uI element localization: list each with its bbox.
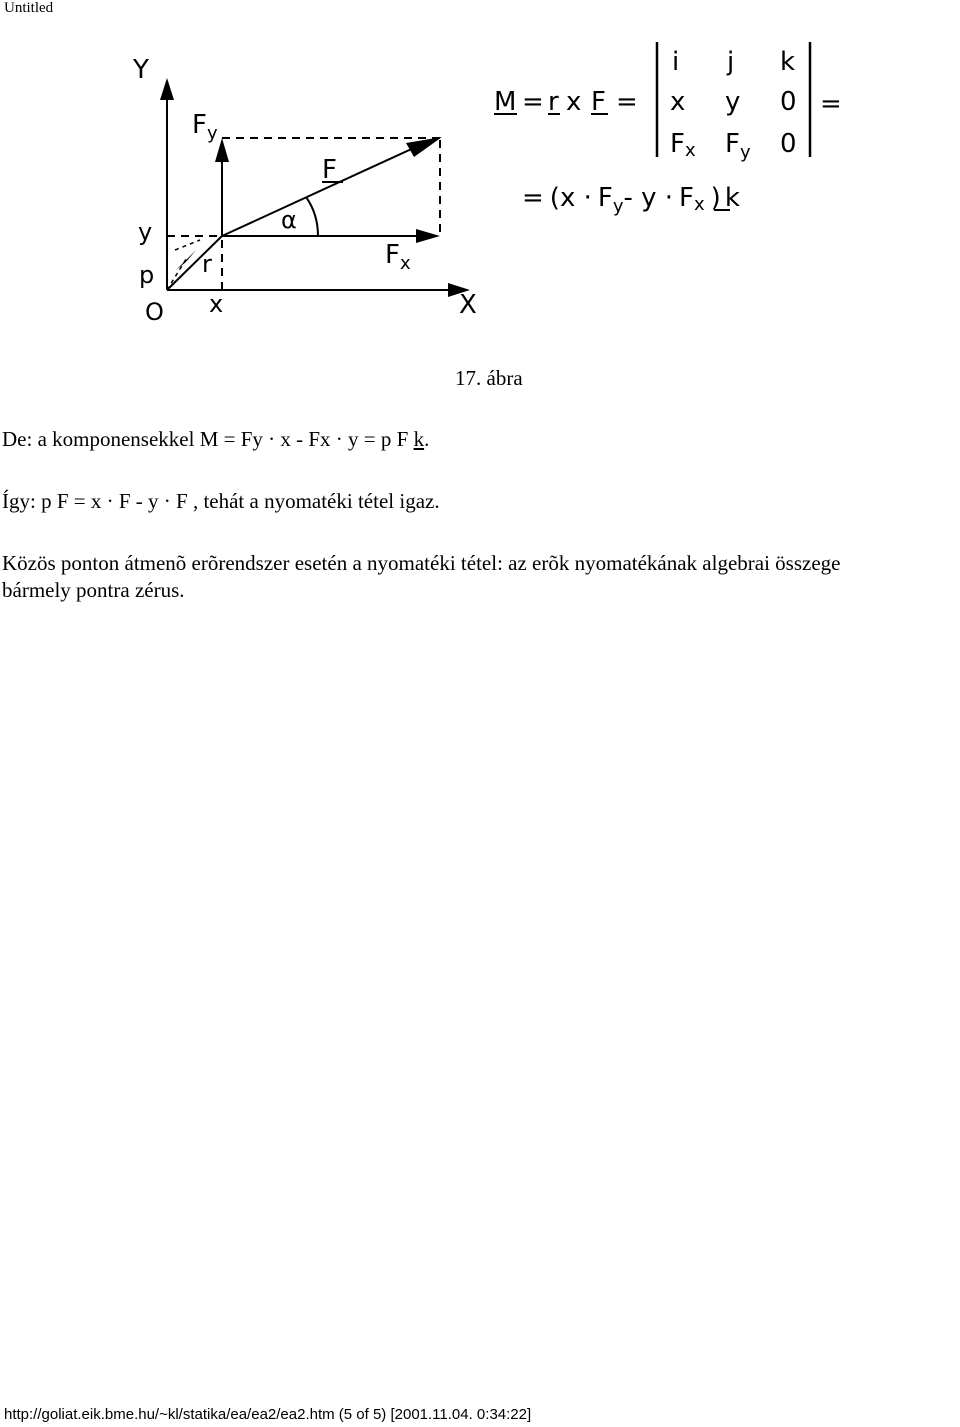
eq-line2: = ($x \cdot F_y-$ y · Fx ) k	[522, 183, 740, 217]
matrix-r1-c1: i	[672, 47, 680, 77]
fy-label: $F_y$	[192, 110, 218, 144]
fx-vector-arrowhead	[416, 229, 440, 243]
alpha-label: α	[281, 206, 297, 234]
matrix-r3-c2: $F_y$	[725, 129, 751, 163]
p-label: p	[139, 261, 155, 289]
x-coord-label: x	[209, 290, 224, 318]
footer-url: http://goliat.eik.bme.hu/~kl/statika/ea/ea2/ea2.htm (5 of 5) [2001.11.04. 0:34:22]	[4, 1406, 532, 1423]
axis-x-label: X	[459, 290, 477, 320]
r-vector	[167, 236, 222, 290]
eq-M: M	[494, 87, 517, 117]
eq-r: r	[548, 87, 559, 117]
eq-equals-1: =	[522, 87, 544, 117]
matrix-r2-c3: 0	[780, 87, 797, 117]
force-moment-diagram	[0, 0, 960, 340]
paragraph-components-end: .	[424, 427, 430, 451]
y-coord-label: y	[138, 218, 153, 246]
fx-label: $F_x$	[385, 240, 411, 274]
matrix-r3-c1: Fx	[670, 129, 696, 161]
eq-equals-2: =	[616, 87, 638, 117]
f-vector	[222, 146, 418, 236]
eq-equals-3: =	[820, 89, 842, 119]
paragraph-theorem-line2: bármely pontra zérus.	[2, 578, 185, 602]
unit-vector-k: k	[413, 427, 425, 451]
matrix-r1-c3: k	[780, 47, 796, 77]
matrix-r2-c1: x	[670, 87, 686, 117]
figure-caption: 17. ábra	[455, 366, 523, 390]
origin-label: O	[145, 298, 164, 326]
r-label: r	[202, 250, 212, 278]
matrix-r1-c2: j	[727, 47, 735, 77]
f-label: F	[322, 155, 337, 185]
paragraph-components-text: De: a komponensekkel M = Fy · x - Fx · y = p F	[2, 427, 414, 451]
matrix-r2-c2: y	[725, 87, 741, 117]
paragraph-components	[2, 426, 429, 453]
eq-F: F	[591, 87, 606, 117]
paragraph-conclusion: Így: p F = x · F - y · F , tehát a nyomatéki tétel igaz.	[2, 489, 440, 513]
eq-cross: x	[566, 87, 582, 117]
alpha-arc	[306, 197, 318, 236]
y-axis-arrowhead	[160, 78, 174, 100]
axis-y-label: Y	[133, 55, 149, 85]
matrix-r3-c3: 0	[780, 129, 797, 159]
p-lever-perp	[175, 240, 200, 250]
f-vector-arrowhead	[406, 137, 442, 157]
page-title: Untitled	[4, 0, 54, 16]
paragraph-theorem-line1: Közös ponton átmenõ erõrendszer esetén a nyomatéki tétel: az erõk nyomatékának algebrai összege	[2, 551, 841, 575]
